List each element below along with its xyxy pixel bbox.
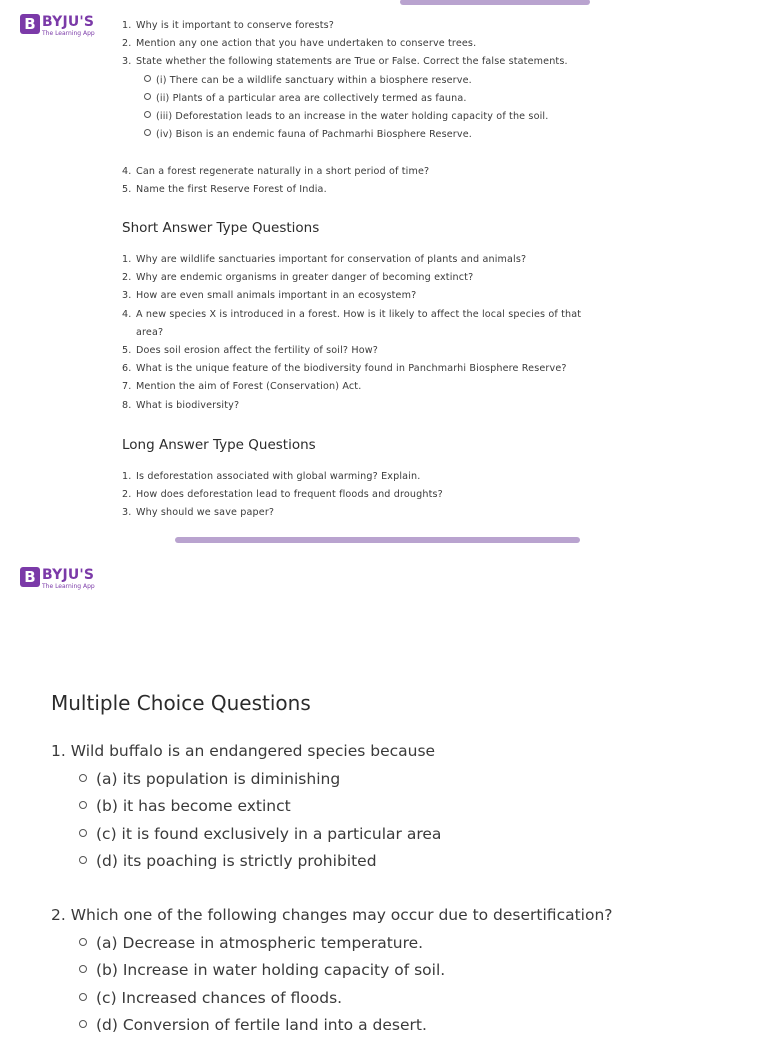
list-item: 2. Mention any one action that you have undertaken to conserve trees. [122, 38, 477, 50]
option-item: (b) it has become extinct [51, 793, 751, 821]
list-item: (iii) Deforestation leads to an increase in the water holding capacity of the soil. [122, 108, 742, 126]
list-item: 4. Can a forest regenerate naturally in a short period of time? [122, 166, 430, 177]
byjus-logo-top [20, 14, 95, 37]
long-answer-heading: Long Answer Type Questions [122, 437, 316, 453]
list-item: 1. Why are wildlife sanctuaries important for conservation of plants and animals? [122, 254, 527, 265]
option-item: (b) Increase in water holding capacity of soil. [51, 957, 751, 985]
list-item: (iv) Bison is an endemic fauna of Pachmarhi Biosphere Reserve. [122, 126, 742, 144]
list-item: 5. Does soil erosion affect the fertility of soil? How? [122, 345, 378, 357]
bullet-icon [144, 75, 151, 82]
bullet-icon [144, 111, 151, 118]
bullet-icon [79, 801, 87, 809]
list-item: 1. Why is it important to conserve forests? [122, 20, 335, 31]
bullet-icon [79, 965, 87, 973]
list-item: 3. Why should we save paper? [122, 507, 275, 519]
question-text: 1. Wild buffalo is an endangered species because [51, 742, 436, 760]
option-item: (a) Decrease in atmospheric temperature. [51, 930, 751, 958]
option-item: (a) its population is diminishing [51, 766, 751, 794]
list-item: 7. Mention the aim of Forest (Conservation) Act. [122, 381, 362, 393]
byjus-logo-name: BYJU'S [42, 14, 95, 30]
top-accent-bar [400, 0, 590, 5]
option-item: (d) Conversion of fertile land into a desert. [51, 1012, 751, 1040]
option-item: (c) it is found exclusively in a particular area [51, 821, 751, 849]
byjus-logo-tagline: The Learning App [42, 583, 95, 590]
list-item: 3. How are even small animals important in an ecosystem? [122, 290, 417, 302]
short-questions-block [122, 251, 742, 415]
byjus-logo-mark: B [20, 14, 40, 34]
short-answer-heading: Short Answer Type Questions [122, 220, 320, 236]
list-item: 4. A new species X is introduced in a forest. How is it likely to affect the local species of that [122, 308, 582, 320]
bullet-icon [79, 938, 87, 946]
page-divider-bar [175, 537, 580, 543]
long-questions-block [122, 468, 742, 523]
list-item: 6. What is the unique feature of the biodiversity found in Panchmarhi Biosphere Reserve? [122, 363, 567, 375]
bullet-icon [79, 1020, 87, 1028]
list-item: (i) There can be a wildlife sanctuary within a biosphere reserve. [122, 72, 742, 90]
list-item: 2. How does deforestation lead to frequent floods and droughts? [122, 489, 443, 501]
list-item-continuation: area? [136, 326, 164, 338]
list-item: 3. State whether the following statements are True or False. Correct the false statements. [122, 56, 568, 68]
byjus-logo-name: BYJU'S [42, 567, 95, 583]
mcq-title: Multiple Choice Questions [51, 691, 311, 715]
bullet-icon [79, 856, 87, 864]
questions-more-block [122, 163, 742, 199]
list-item: 8. What is biodiversity? [122, 399, 240, 411]
option-item: (c) Increased chances of floods. [51, 985, 751, 1013]
list-item: (ii) Plants of a particular area are collectively termed as fauna. [122, 90, 742, 108]
bullet-icon [144, 129, 151, 136]
byjus-logo-bottom [20, 567, 95, 590]
byjus-logo-tagline: The Learning App [42, 30, 95, 37]
mcq-question-2 [51, 902, 751, 1040]
question-text: 2. Which one of the following changes may occur due to desertification? [51, 906, 613, 924]
bullet-icon [79, 774, 87, 782]
mcq-question-1 [51, 738, 751, 876]
questions-top-block [122, 17, 742, 144]
bullet-icon [79, 829, 87, 837]
option-item: (d) its poaching is strictly prohibited [51, 848, 751, 876]
list-item: 5. Name the first Reserve Forest of India. [122, 184, 327, 196]
bullet-icon [79, 993, 87, 1001]
byjus-logo-mark: B [20, 567, 40, 587]
bullet-icon [144, 93, 151, 100]
list-item: 2. Why are endemic organisms in greater danger of becoming extinct? [122, 272, 474, 284]
list-item: 1. Is deforestation associated with global warming? Explain. [122, 471, 421, 482]
